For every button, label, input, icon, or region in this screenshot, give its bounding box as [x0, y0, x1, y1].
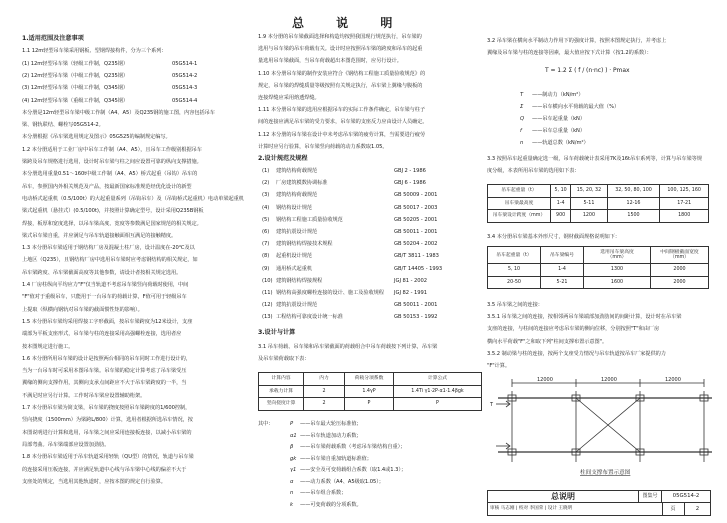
text-line: 3.5 吊车梁之间的连接： [487, 302, 543, 308]
legend-symbol: n [290, 490, 294, 496]
dim-table-cell: 2000 [651, 264, 709, 277]
legend-text: ——安全及可变荷载组合系数（取1.4或1.3）； [300, 467, 407, 473]
text-line: 焊接，板厚和宽度选择，以吊车梁高度、宽度等参数满足国家规范的相关规定。 [22, 220, 202, 227]
text-line: 不满足时应另行计算。工作时吊车梁应设置辅助桁架。 [22, 392, 146, 399]
standard-name: 钢结构高强度螺栓连接的设计、施工及验收规程 [276, 290, 384, 296]
page-number: 2 [695, 506, 700, 512]
standard-code: GB/T 14405 - 1993 [394, 265, 443, 272]
calc-table-cell: 1.4Ti γ1·2P·α1·1.4βgk [394, 385, 482, 398]
calc-table-cell: 2 [304, 385, 345, 398]
text-line: "F"计算。 [487, 363, 511, 369]
crane-table-cell: 1500 [607, 210, 660, 223]
standard-index: (9) [262, 265, 270, 272]
standard-index: (2) [262, 180, 270, 187]
text-line: 1.3 本分册吊车梁适用于钢结构厂房及混凝土柱厂房，设计温度在-20℃及以 [22, 245, 195, 252]
legend-symbol: gk [290, 455, 297, 462]
crane-table-cell: 吊车梁最高度 [488, 197, 551, 210]
text-line: 1.6 本分册所用吊车梁的设计是按照两台相同的吊车同时工作进行设计的， [22, 355, 191, 362]
title-block [487, 490, 711, 516]
text-line: 梁跨及吊车规格进行选用，设计时吊车梁与柱之间应设置可靠的纵向支撑措施。 [22, 159, 202, 165]
standard-code: GBJ 6 - 1986 [394, 180, 426, 187]
legend-symbol: T [520, 92, 524, 98]
standard-code: JGJ 81 - 2002 [394, 277, 428, 284]
text-line: 端部为平板支座形式，吊车梁与柱的连接采用高强螺栓连接，选用者应 [22, 331, 182, 338]
atlas-code: 05G514-4 [172, 97, 198, 104]
text-line: 按本图规定进行施工。 [22, 343, 74, 350]
legend-text: ——制动力（kN/m²） [532, 92, 584, 98]
dim-table-cell: 2000 [651, 276, 709, 289]
crane-table-cell: 1800 [660, 210, 709, 223]
text-line: (4) 12m轻型吊车梁（重级工作制，Q345钢） [22, 97, 129, 104]
calc-table-cell: 竖向挠度计算 [259, 398, 304, 411]
calc-table-header: 荷载分项系数 [345, 373, 394, 386]
section-heading: 3.设计与计算 [258, 329, 296, 336]
crane-table-cell: 17-21 [660, 197, 709, 210]
legend-symbol: α1 [290, 432, 297, 439]
standard-index: (4) [262, 204, 270, 211]
text-line: 3.3 按照吊车起重量确定选一级，吊车荷载统计表采用7K及16t吊车系列等，计算与吊车梁等规 [487, 156, 702, 162]
legend-symbol: β [290, 444, 294, 450]
text-line: 翼缘及吊车梁与柱的连接等因素，最大值应按下式计算（按1.2的系数）： [487, 50, 652, 57]
legend-text: ——吊车组合系数； [300, 490, 347, 496]
standard-index: (10) [262, 277, 273, 284]
legend-text: ——吊车梁荷载系数（考虑吊车梁结构自重）； [300, 444, 406, 450]
text-line: 3.2 吊车梁在横向水平制动力作用下的强度计算，按照本图规定执行，并考虑上 [487, 38, 667, 44]
standard-code: GBJ 2 - 1986 [394, 168, 426, 174]
crane-table-cell: 900 [551, 210, 571, 223]
text-line: 梁式吊车梁自重，并应满足与吊车轨道接触面相互满足的接触精度。 [22, 232, 177, 239]
standard-name: 起重机设计规范 [276, 253, 312, 260]
standard-name: 建筑钢结构焊接技术规程 [276, 241, 333, 248]
text-line: 1.12 本分册的吊车梁在设计中未考虑吊车梁的疲劳计算，当需要进行疲劳 [258, 131, 426, 138]
text-line: 3.1 吊车荷载、吊车梁和吊车梁截面的荷载组合中吊车荷载按下列计算，吊车梁 [258, 344, 438, 350]
legend-text: ——可变荷载的分项系数。 [300, 501, 362, 508]
standard-name: 建筑钢结构焊接规程 [276, 277, 323, 284]
legend-symbol: f [520, 128, 522, 134]
standard-name: 钢结构工程施工质量验收规范 [276, 216, 343, 223]
text-line: "F"值对于重级吊车，只能用于一台吊车的荷载计算，F值可用于轻级吊车 [22, 294, 187, 301]
standard-code: GB 50205 - 2001 [394, 216, 438, 223]
standard-name: 建筑结构荷载规范 [276, 168, 318, 174]
dim-table-cell: 5, 10 [488, 264, 541, 277]
dim-table-header: 选用吊车梁高度 （mm） [584, 247, 651, 264]
text-line: 3.5.2 制动梁与柱的连接，按两个支座受力情况与吊车轨道按吊车厂家提供的力 [487, 350, 666, 357]
standard-index: (13) [262, 314, 273, 321]
atlas-code: 05G514-3 [172, 85, 198, 92]
dim-table-cell: 5-21 [541, 276, 584, 289]
legend-symbol: n [520, 140, 524, 146]
text-line: 1.11 本分册吊车梁的选用应根据吊车的实际工作条件确定，吊车梁与柱子 [258, 107, 426, 114]
section-heading: 1.适用范围及注意事项 [22, 35, 84, 42]
legend-symbol: α [290, 478, 294, 485]
standard-name: 建筑抗震设计规范 [276, 302, 318, 309]
standard-index: (12) [262, 302, 273, 309]
standard-index: (3) [262, 192, 270, 199]
text-line: 1.10 本分册吊车梁的制作安装应符合《钢结构工程施工质量验收规范》的 [258, 70, 426, 77]
text-line: 当为一台吊车时可采用本图吊车梁。吊车梁的稳定计算考虑了吊车梁受压 [22, 368, 187, 375]
dimension-label: 12000 [601, 377, 617, 383]
calc-table-cell: 1.4γP [345, 385, 394, 398]
text-line: 1.5 本分册吊车梁均采用焊接工字形截面，按吊车梁跨度为12米设计，支座 [22, 318, 193, 325]
dim-table-header: 吊车起重量（t） [488, 247, 541, 264]
legend-text: ——吊车起重量（kN） [532, 116, 586, 122]
standard-name: 钢结构设计规范 [276, 204, 312, 211]
text-line: 翼缘的侧向支撑作用，其侧向支承点间距应不大于吊车梁跨度的一半，当 [22, 380, 187, 387]
text-line: (1) 12m轻型吊车梁（轻级工作制，Q235钢） [22, 60, 129, 67]
standard-code: GB 50009 - 2001 [394, 192, 438, 199]
text-line: 梁、钢轨联结、螺栓写05G514-2。 [22, 122, 104, 129]
text-line: 局部弯曲。吊车梁端部应设置加劲肋。 [22, 441, 110, 448]
crane-table-cell: 吊车梁设计跨度（mm） [488, 210, 551, 223]
calc-table-header: 计算内容 [259, 373, 304, 386]
text-line: 上地区（Q235），且钢结构厂房中选用吊车梁时应考虑钢结构的相关规定，如 [22, 257, 198, 264]
atlas-number: 05G514-2 [662, 491, 710, 503]
legend-text: ——吊车总重量（kN） [532, 128, 586, 134]
legend-text: ——吊车梁自重加轨道标准值； [300, 455, 372, 462]
text-line: 计算时应另行验算，吊车梁竖向荷载的动力系数取1.05。 [258, 143, 388, 150]
legend-text: ——动力系数（A4、A5级取1.05）； [300, 478, 384, 485]
text-line: 3.4 本分册吊车梁基本外形尺寸，钢材截面规格说明如下： [487, 234, 620, 240]
standard-index: (1) [262, 168, 270, 174]
standard-name: 通用桥式起重机 [276, 265, 312, 272]
legend-symbol: k [290, 501, 293, 508]
legend-text: ——吊车轨道加动力系数； [300, 432, 362, 439]
text-line: 1.7 本分册吊车梁为简支梁，吊车梁的挠度按照吊车梁跨度的1/600控制， [22, 405, 191, 411]
dim-table-header: 中间钢板截面宽度 （mm） [651, 247, 709, 264]
legend-text: ——吊车最大轮压标准值； [300, 421, 362, 427]
legend-symbol: Σ [520, 104, 524, 110]
text-line: (2) 12m轻型吊车梁（中级工作制，Q235钢） [22, 72, 129, 79]
text-line: 本分册根据《吊车梁选用规定及图示》05G525的编制规定编写。 [22, 134, 171, 141]
page-label: 页 [662, 503, 685, 515]
force-label: T [490, 402, 494, 408]
text-line: 梁式起重机（悬挂式）(0.5/100t)，并按照计算确定型号，设计采用Q235B钢板 [22, 208, 204, 215]
text-line: 及吊车梁荷载取下表： [258, 356, 310, 363]
dim-table-cell: 20-50 [488, 276, 541, 289]
crane-table-cell: 5-11 [571, 197, 607, 210]
legend-head: 其中： [258, 421, 274, 427]
text-line: 本图说明进行计算和选用，吊车梁之间应采用连接板连接，以减小吊车梁的 [22, 429, 192, 436]
standard-code: GB 50204 - 2002 [394, 241, 438, 248]
calc-table-header: 计算公式 [394, 373, 482, 386]
text-line: 吊车梁跨度、吊车梁截面高度等其他参数，请设计者按相关规定选用。 [22, 269, 182, 276]
legend-text: ——轨道总数（kN/m²） [532, 140, 589, 146]
standard-index: (6) [262, 229, 270, 235]
legend-text: ——吊车横向水平荷载的最大值（%） [532, 104, 620, 110]
text-line: 1.9 本分册的吊车梁截面选择和构造均按照我国现行规范执行，吊车梁的 [258, 34, 422, 40]
calc-table-cell: P [345, 398, 394, 411]
text-line: 连接焊缝应采用熔透焊缝。 [258, 95, 320, 101]
section-heading: 2.设计规范及规程 [258, 155, 308, 162]
atlas-code: 05G514-1 [172, 60, 198, 67]
standard-code: JGJ 82 - 1991 [394, 290, 428, 296]
text-line: 量选用吊车梁截面，当吊车荷载超出本图范围时，应另行设计。 [258, 58, 402, 65]
formula: T = 1.2 Σ ( f / (n·nc) ) · Pmax [545, 67, 630, 74]
dimension-label: 12000 [665, 377, 681, 383]
atlas-label: 图集号 [639, 491, 662, 503]
standard-code: GB 50017 - 2003 [394, 204, 438, 211]
standard-code: GB/T 3811 - 1983 [394, 253, 439, 260]
calc-table-cell: 承载力计算 [259, 385, 304, 398]
dim-table-cell: 1300 [584, 264, 651, 277]
text-line: 电动桥式起重机（0.5/100t）的大起重量系列（吊钩吊车）及（吊钩桥式起重机）电动单梁起重机 [22, 195, 244, 202]
diagram-caption: 柱间支撑布置示意图 [580, 470, 631, 476]
crane-table-cell: 吊车起重量（t） [488, 185, 551, 198]
text-line: (3) 12m轻型吊车梁（中级工作制，Q345钢） [22, 85, 129, 92]
text-line: 吊车，参照国内外相关规范及产品，按最新国家标准规范经优化设计的新型 [22, 183, 192, 190]
atlas-code: 05G514-2 [172, 72, 198, 79]
text-line: 的连接采用压板连接，并应满足轨道中心线与吊车梁中心线的偏差不大于 [22, 466, 187, 473]
calc-table-cell: 2 [304, 398, 345, 411]
titleblock-title: 总说明 [488, 491, 639, 503]
text-line: 横向水平荷载"F"之和取下列"柱间支撑布置示意图"。 [487, 338, 608, 345]
dim-table-header: 吊车梁编号 [541, 247, 584, 264]
crane-table-cell: 5, 10 [551, 185, 571, 198]
standard-code: GB 50153 - 1992 [394, 314, 438, 321]
calc-table-header: 内力 [304, 373, 345, 386]
dimension-label: 12000 [537, 377, 553, 383]
text-line: 竖向挠度（1500mm）为梁跨L/800）计算，选用者根据所选吊车情况，按 [22, 417, 193, 424]
text-line: 1.8 本分册吊车梁适用于吊车轨道采用轻轨（QU型）的情况，轨道与吊车梁 [22, 454, 194, 461]
text-line: 1.2 本分册适用于工业厂房中吊车工作制（A4、A5），且吊车工作级别根据吊车 [22, 146, 202, 153]
crane-table-cell: 15, 20, 32 [571, 185, 607, 198]
text-line: 间的连接应满足吊车梁的受力要求，吊车梁的支座反力应由设计人员确定。 [258, 119, 428, 126]
text-line: 规定，吊车梁的焊缝质量等级按照有关规定执行，吊车梁上翼缘与腹板的 [258, 82, 423, 89]
text-line: 度分级，本表所用吊车梁的选用如下表： [487, 168, 580, 174]
dim-table-cell: 1-4 [541, 264, 584, 277]
standard-name: 工程结构可靠度设计统一标准 [276, 314, 343, 321]
standard-code: GB 50011 - 2001 [394, 302, 438, 309]
crane-table-cell: 32, 50, 80, 100 [607, 185, 660, 198]
calc-table-cell: P [394, 398, 482, 411]
text-line: 支座处的规定，当选用其他轨道时，应按本图的规定自行验算。 [22, 478, 166, 485]
dim-table-cell: 1600 [584, 276, 651, 289]
crane-table-cell: 12-16 [607, 197, 660, 210]
text-line: 上提取（纵横向钢轨对吊车梁的截面惯性矩的影响）。 [22, 306, 143, 313]
crane-table-cell: 1-4 [551, 197, 571, 210]
crane-table-cell: 1200 [571, 210, 607, 223]
standard-name: 厂房建筑模数协调标准 [276, 180, 328, 187]
legend-symbol: P [290, 421, 294, 427]
standard-index: (11) [262, 290, 273, 296]
text-line: 本分册是12m轻型吊车梁中级工作制（A4、A5）及Q235钢的施工图，内容包括吊车 [22, 109, 215, 116]
standard-name: 建筑结构荷载规范 [276, 192, 318, 199]
text-line: 1.1 12m轻型吊车梁采用钢板、型钢焊接构件，分为三个系列： [22, 48, 167, 55]
titleblock-signatures: 审核 马志刚 | 校对 李国荣 | 设计 王晓明 [488, 503, 663, 515]
text-line: 支座的连接，与柱间的连接应考虑吊车梁的侧向位移，分别按照"T"和由厂房 [487, 326, 660, 333]
standard-name: 建筑抗震设计规范 [276, 229, 318, 235]
crane-table-cell: 100, 125, 160 [660, 185, 709, 198]
text-line: 本分册选用重量0.51～160t中级工作制（A4、A5）桥式起重（吊钩）吊车的 [22, 171, 198, 178]
text-line: 1.4 厂房柱纵向平均应力"F"仅当轨道不考虑吊车梁竖向荷载时使用，中间 [22, 282, 189, 288]
legend-symbol: γ1 [290, 467, 297, 473]
standard-code: GB 50011 - 2001 [394, 229, 438, 235]
standard-index: (8) [262, 253, 270, 260]
standard-index: (5) [262, 216, 270, 223]
text-line: 3.5.1 吊车梁之间的连接，按相邻两吊车梁端部加劲肋间的间距计算，设计时在吊车梁 [487, 314, 682, 321]
legend-symbol: Q [520, 116, 525, 122]
text-line: 选用与吊车梁的吊车荷载有关。设计时应按照吊车梁的跨度和吊车的起重 [258, 46, 423, 53]
page-title: 总 说 明 [292, 16, 407, 30]
standard-index: (7) [262, 241, 270, 248]
